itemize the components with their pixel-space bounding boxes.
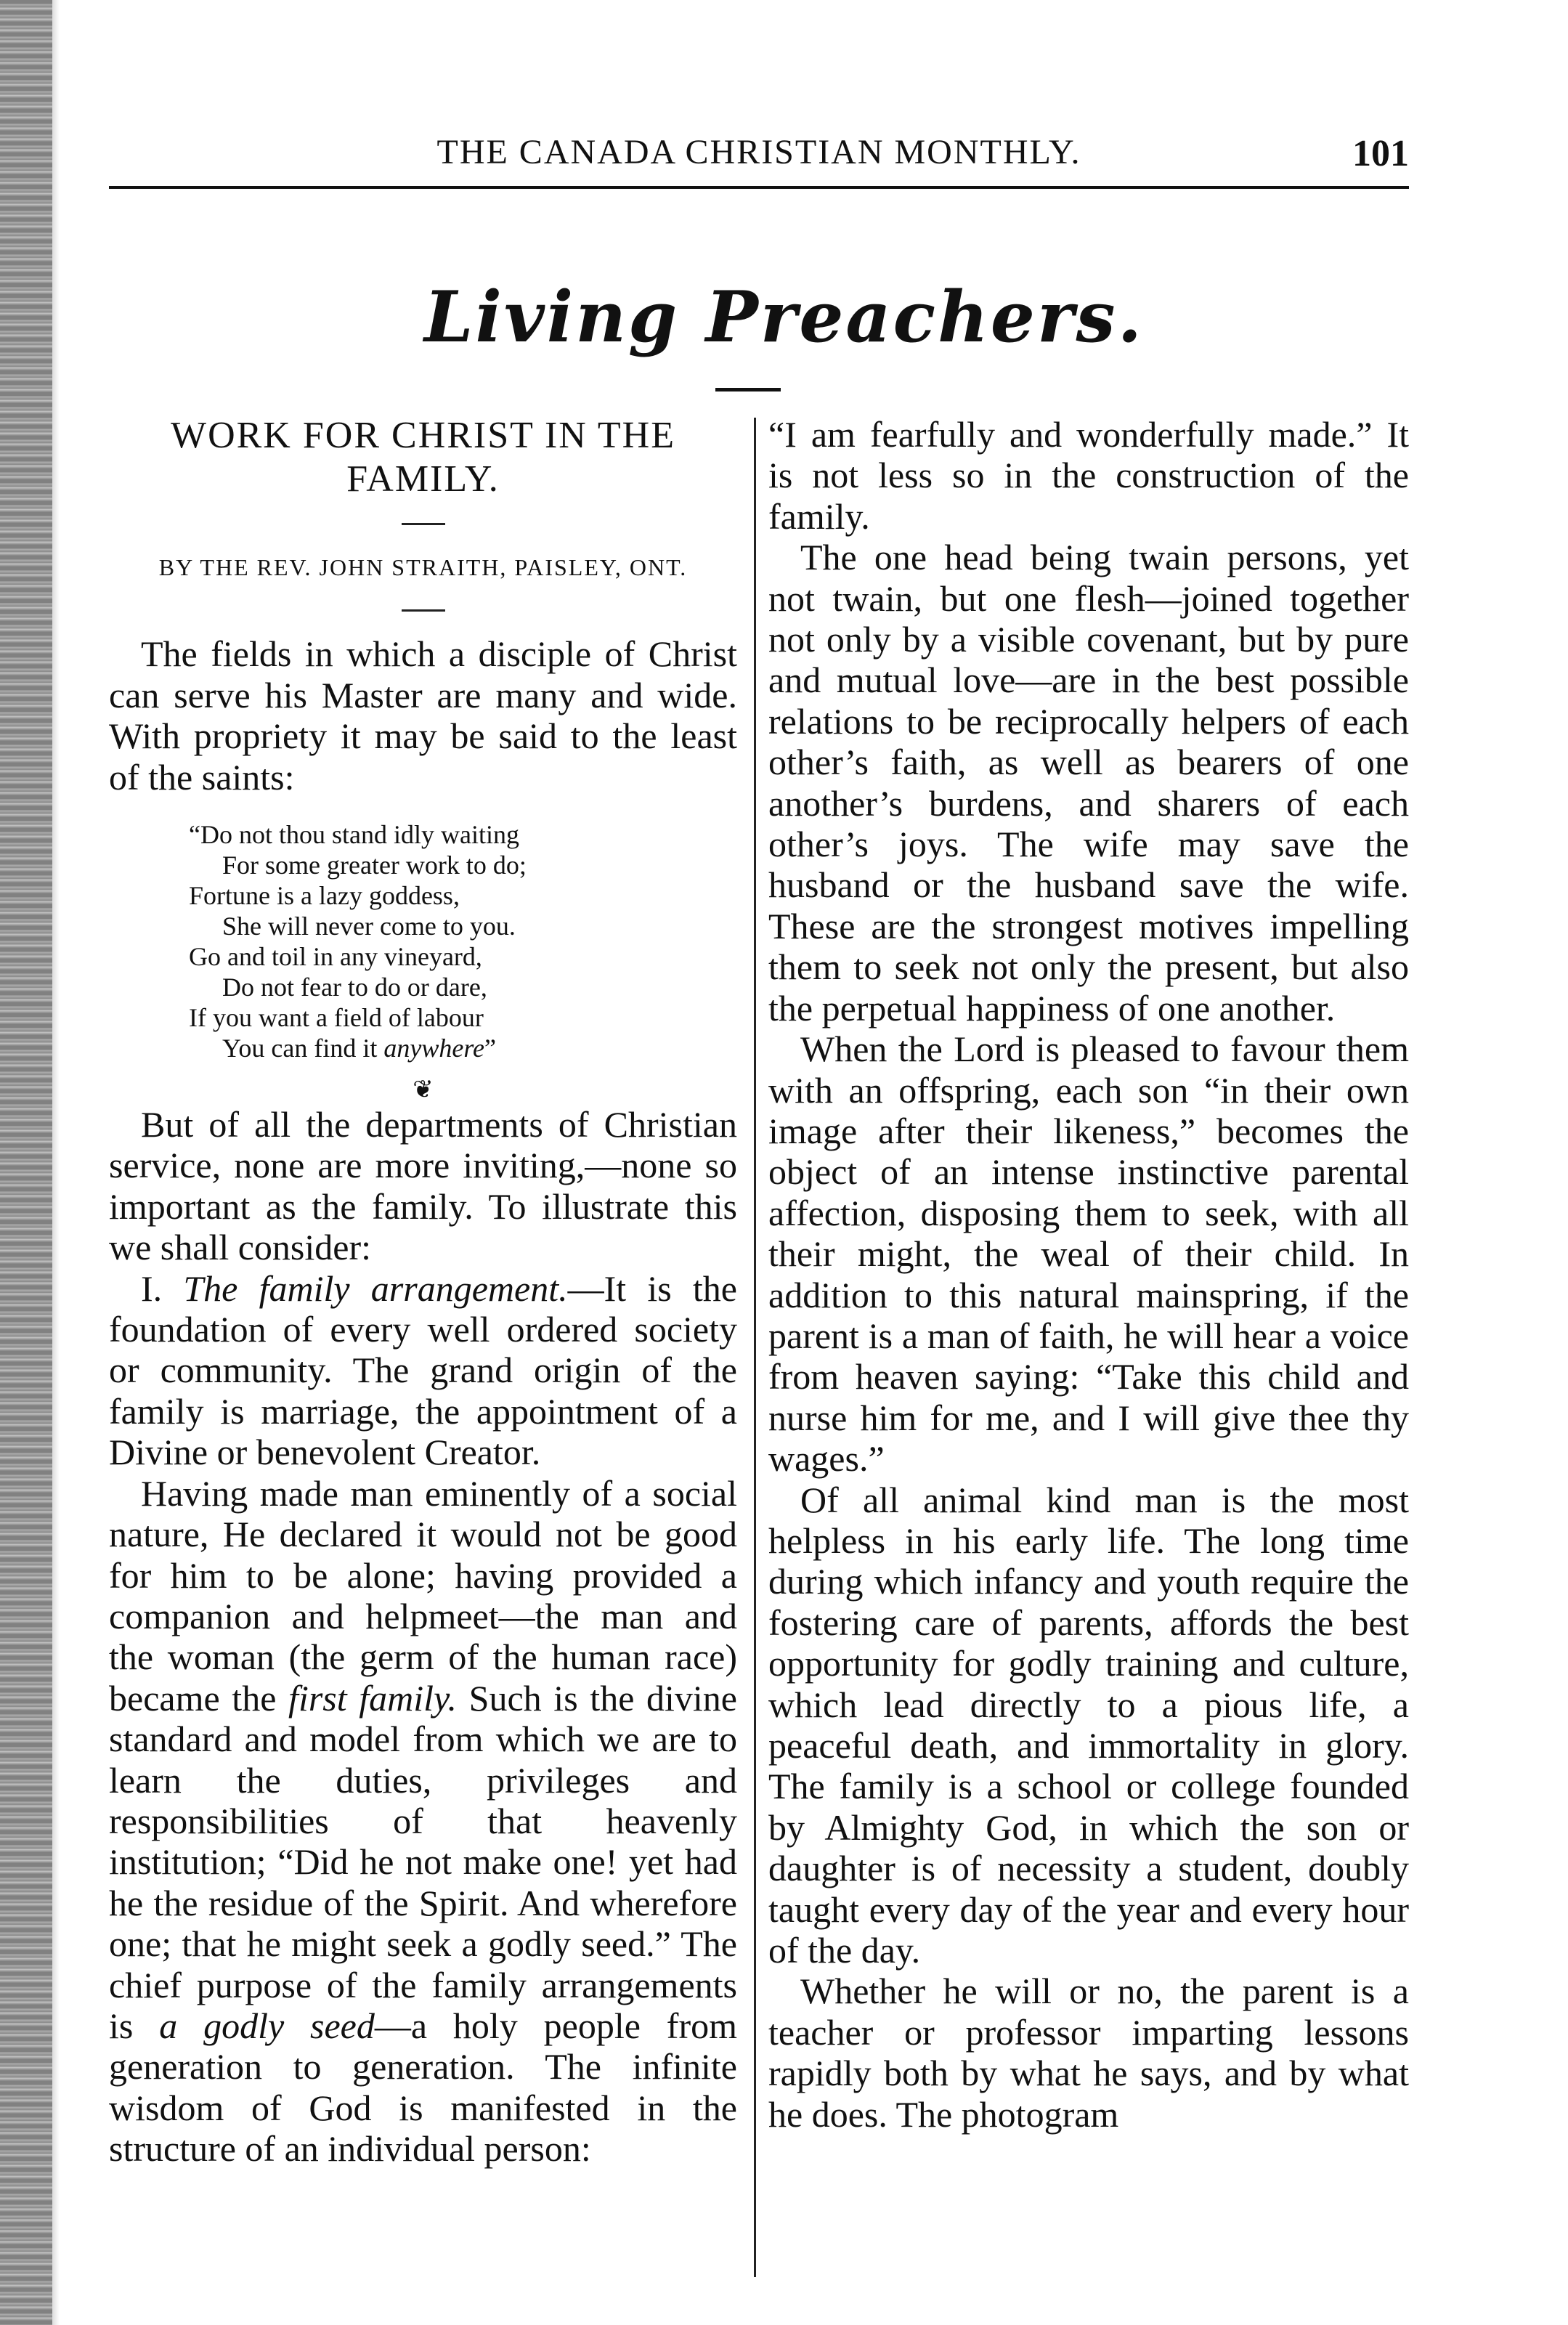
paragraph: “I am fearfully and wonderfully made.” It is not less so in the construction of the family. — [768, 414, 1409, 537]
emphasis: a godly seed — [159, 2005, 375, 2046]
running-title: THE CANADA CHRISTIAN MONTHLY. — [436, 133, 1081, 171]
verse-line: “Do not thou stand idly waiting — [189, 820, 519, 850]
verse-line: Go and toil in any vineyard, — [189, 942, 482, 972]
verse-line: For some greater work to do; — [222, 851, 527, 880]
section-title: Living Preachers. — [424, 276, 1144, 358]
paragraph: When the Lord is pleased to favour them with an offspring, each son “in their own image after their likeness,” becomes the object of an intense instinctive parental affection, disposing them to seek, with all their might, the weal of their child. In addition to this natural mainspring, if the parent is a man of faith, he will hear a voice from heaven saying: “Take this child and nurse him for me, and I will give thee thy wages.” — [768, 1028, 1409, 1480]
verse-emphasis: anywhere — [383, 1034, 484, 1063]
intro-paragraph: The fields in which a disciple of Christ can serve his Master are many and wide. With propriety it may be said to the least of the saints: — [109, 633, 737, 798]
verse-line: She will never come to you. — [222, 912, 516, 941]
paragraph-text: —a holy people from generation to generation. The infinite wisdom of God is manifested in the structure of an individual person: — [109, 2005, 737, 2170]
paragraph — [109, 1268, 737, 1473]
paragraph — [109, 1473, 737, 2170]
paragraph-text: —It is the foundation of every well ordered society or community. The grand origin of the family is marriage, the appointment of a Divine or benevolent Creator. — [109, 1267, 737, 1473]
paragraph-text: Having made man eminently of a social nature, He declared it would not be good for him to be alone; having provided a companion and helpmeet—the man and the woman (the germ of the human race) became the — [109, 1472, 737, 1719]
paragraph-text: Such is the divine standard and model from which we are to learn the duties, privileges and responsibilities of that heavenly institution; “Did he not make one! yet had he the residue of the Spirit. And wherefore one; that he might seek a godly seed.” The chief purpose of the family arrangements is — [109, 1677, 737, 2046]
emphasis: first family. — [288, 1677, 457, 1719]
left-column — [109, 414, 737, 2281]
paragraph: The one head being twain persons, yet not twain, but one flesh—joined together not only by a visible covenant, but by pure and mutual love—are in the best possible relations to be reciprocally helpers of each other’s faith, as well as bearers of one another’s burdens, and sharers of each other’s joys. The wife may save the husband or the husband save the wife. These are the strongest motives impelling them to seek not only the present, but also the perpetual happiness of one another. — [768, 537, 1409, 1028]
right-column — [768, 414, 1409, 2281]
paragraph: Whether he will or no, the parent is a teacher or professor imparting lessons rapidly both by what he says, and by what he does. The photogram — [768, 1971, 1409, 2135]
header-rule — [109, 186, 1409, 189]
paragraph: But of all the departments of Christian service, none are more inviting,—none so important as the family. To illustrate this we shall consider: — [109, 1104, 737, 1268]
paragraph: Of all animal kind man is the most helpless in his early life. The long time during which infancy and youth require the fostering care of parents, affords the best opportunity for godly training and culture, which lead directly to a pious life, a peaceful death, and immortality in glory. The family is a school or college founded by Almighty God, in which the son or daughter is of necessity a student, doubly taught every day of the year and every hour of the day. — [768, 1479, 1409, 1971]
verse-line: Do not fear to do or dare, — [222, 973, 487, 1002]
section-title-rule — [715, 388, 781, 391]
subheading-emphasis: The family arrangement. — [183, 1267, 568, 1309]
article-title: WORK FOR CHRIST IN THE FAMILY. — [170, 415, 675, 500]
verse-close-quote: ” — [484, 1034, 496, 1063]
running-header — [109, 123, 1409, 182]
verse-line-text: You can find it — [222, 1034, 378, 1063]
byline-dash — [402, 609, 445, 612]
verse-line: If you want a field of labour — [189, 1003, 484, 1033]
ornament-icon: ❦ — [413, 1076, 434, 1104]
verse-line-last — [189, 1033, 737, 1063]
numeral: I. — [141, 1267, 163, 1309]
page-number: 101 — [1352, 133, 1409, 174]
article-byline: BY THE REV. JOHN STRAITH, PAISLEY, ONT. — [158, 554, 688, 580]
verse-line: Fortune is a lazy goddess, — [189, 881, 460, 911]
title-dash — [402, 523, 445, 525]
column-divider — [754, 418, 756, 2277]
verse-quote — [189, 819, 737, 1063]
